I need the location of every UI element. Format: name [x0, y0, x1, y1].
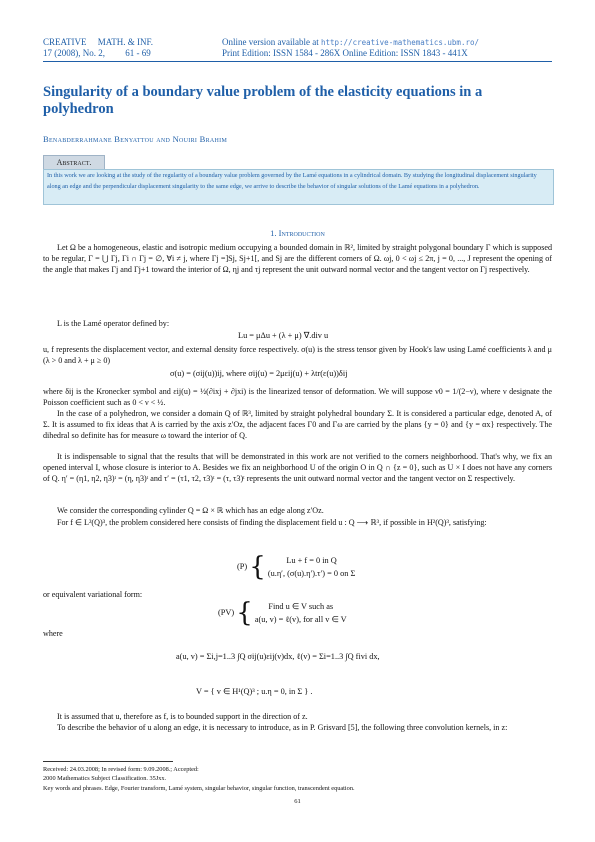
received-dates: Received: 24.03.2008; In revised form: 9.09.2008.; Accepted:	[43, 766, 199, 773]
paragraph: In the case of a polyhedron, we consider a domain Q of ℝ³, limited by straight polyhedral boundary Σ. It is considered a particular edge, denoted A, of Σ. It is assumed to fix ideas that A is carried by the axis z′Oz, the adjacent faces Γ0 and Γω are carried by the plans {y = 0} and {y = αx} respectively. The dihedral so definite has for measure ω toward the interior of Q.	[43, 409, 552, 440]
system-p	[237, 554, 355, 580]
paragraph: We consider the corresponding cylinder Q = Ω × ℝ which has an edge along z′Oz.	[57, 506, 324, 515]
system-pv-line2: a(u, v) = ℓ(v), for all v ∈ V	[254, 615, 347, 624]
paragraph: where δij is the Kronecker symbol and εij(u) = ½(∂ixj + ∂jxi) is the linearized tensor of deformation. We will suppose ν0 = 1/(2−ν), where ν designate the Poisson coefficient such as 0 < ν < ½.	[43, 387, 552, 407]
section-heading: 1. Introduction	[270, 228, 325, 238]
journal-volume: 17 (2008), No. 2, 61 - 69	[43, 48, 151, 58]
system-pv-line1: Find u ∈ V such as	[268, 602, 334, 611]
system-p-line2: (u.η′, (σ(u).η′).τ′) = 0 on Σ	[267, 569, 356, 578]
footnote-divider	[43, 761, 173, 762]
equation-bilinear-form: a(u, v) = Σi,j=1..3 ∫Q σij(u)εij(v)dx, ℓ(v) = Σi=1..3 ∫Q fivi dx,	[176, 652, 380, 661]
left-brace: {	[236, 598, 253, 628]
paragraph: To describe the behavior of u along an edge, it is necessary to introduce, as in P. Grisvard [5], the following three convolution kernels, in z:	[57, 723, 508, 732]
paper-title: Singularity of a boundary value problem of the elasticity equations in a polyhedron	[43, 84, 483, 117]
abstract-text: In this work we are looking at the study of the regularity of a boundary value problem governed by the Lamé equations in a cylindrical domain. By studying the longitudinal displacement singularity along an edge and the perpendicular displacement singularity to the same edge, we arrive to describe the behavior of singular solutions of the Lamé equations in a polyhedron.	[47, 172, 537, 190]
paragraph: or equivalent variational form:	[43, 590, 143, 599]
paragraph: where	[43, 629, 63, 638]
system-pv-label: (PV)	[218, 607, 235, 617]
equation-space-v: V = { v ∈ H¹(Q)³ ; u.η = 0, in Σ } .	[196, 687, 313, 696]
paper-authors: Benabderrahmane Benyattou and Nouiri Brahim	[43, 134, 228, 144]
abstract-label: Abstract.	[43, 155, 105, 170]
header-divider	[43, 61, 552, 62]
paragraph: For f ∈ L²(Q)³, the problem considered here consists of finding the displacement field u : Q ⟶ ℝ³, if possible in H²(Q)³, satisfying:	[57, 518, 487, 527]
paragraph: It is assumed that u, therefore as f, is to bounded support in the direction of z.	[57, 712, 308, 721]
system-pv	[218, 600, 347, 626]
paragraph: It is indispensable to signal that the results that will be demonstrated in this work are not verified to the corners neighborhood. That's why, we fix an opened interval I, whose closure is interior to A. Besides we fix an neighborhood U of the origin O in Q ∩ {z = 0}, such as U × I does not have any corners of Q. η′ = (η1, η2, η3)ᵗ = (η, η3)ᵗ and τ′ = (τ1, τ2, τ3)ᵗ = (τ, τ3)ᵗ represents the unit outward normal vector and the tangent vector on Σ respectively.	[43, 452, 552, 483]
left-brace: {	[249, 552, 266, 582]
online-url-link[interactable]: http://creative-mathematics.ubm.ro/	[320, 38, 480, 47]
footnote	[43, 765, 552, 793]
journal-info	[43, 37, 153, 59]
print-edition: Print Edition: ISSN 1584 - 286X Online Edition: ISSN 1843 - 441X	[222, 48, 468, 58]
system-p-line1: Lu + f = 0 in Q	[286, 556, 337, 565]
equation: σ(u) = (σij(u))ij, where σij(u) = 2μεij(u) + λtr(ε(u))δij	[170, 369, 348, 378]
page-number: 61	[294, 798, 301, 805]
paragraph: L is the Lamé operator defined by:	[57, 319, 170, 328]
edition-info	[222, 37, 479, 59]
journal-name: CREATIVE MATH. & INF.	[43, 37, 154, 47]
paragraph: Let Ω be a homogeneous, elastic and isotropic medium occupying a bounded domain in ℝ², limited by straight polygonal boundary Γ which is supposed to be regular, Γ = ⋃ Γj, Γi ∩ Γj = ∅, ∀i ≠ j, where Γj =]Sj, Sj+1[, and Sj are the different corners of Ω. ωj, 0 < ωj ≤ 2π, j = 0, ..., J represent the opening of the angle that makes Γj and Γj+1 toward the interior of Ω, ηj and τj represent the unit outward normal vector and the tangent vector on Γj respectively.	[43, 243, 552, 274]
keywords: Key words and phrases. Edge, Fourier transform, Lamé system, singular behavior, singular function, transcendent equation.	[43, 784, 355, 792]
paragraph: u, f represents the displacement vector, and external density force respectively. σ(u) is the stress tensor given by Hook's law using Lamé coefficients λ and μ (λ > 0 and λ + μ ≥ 0)	[43, 345, 552, 365]
system-p-label: (P)	[237, 561, 248, 571]
online-label: Online version available at	[222, 37, 321, 47]
msc-classification: 2000 Mathematics Subject Classification. 35Jxx.	[43, 775, 167, 783]
equation: Lu = μΔu + (λ + μ) ∇.div u	[238, 331, 329, 340]
